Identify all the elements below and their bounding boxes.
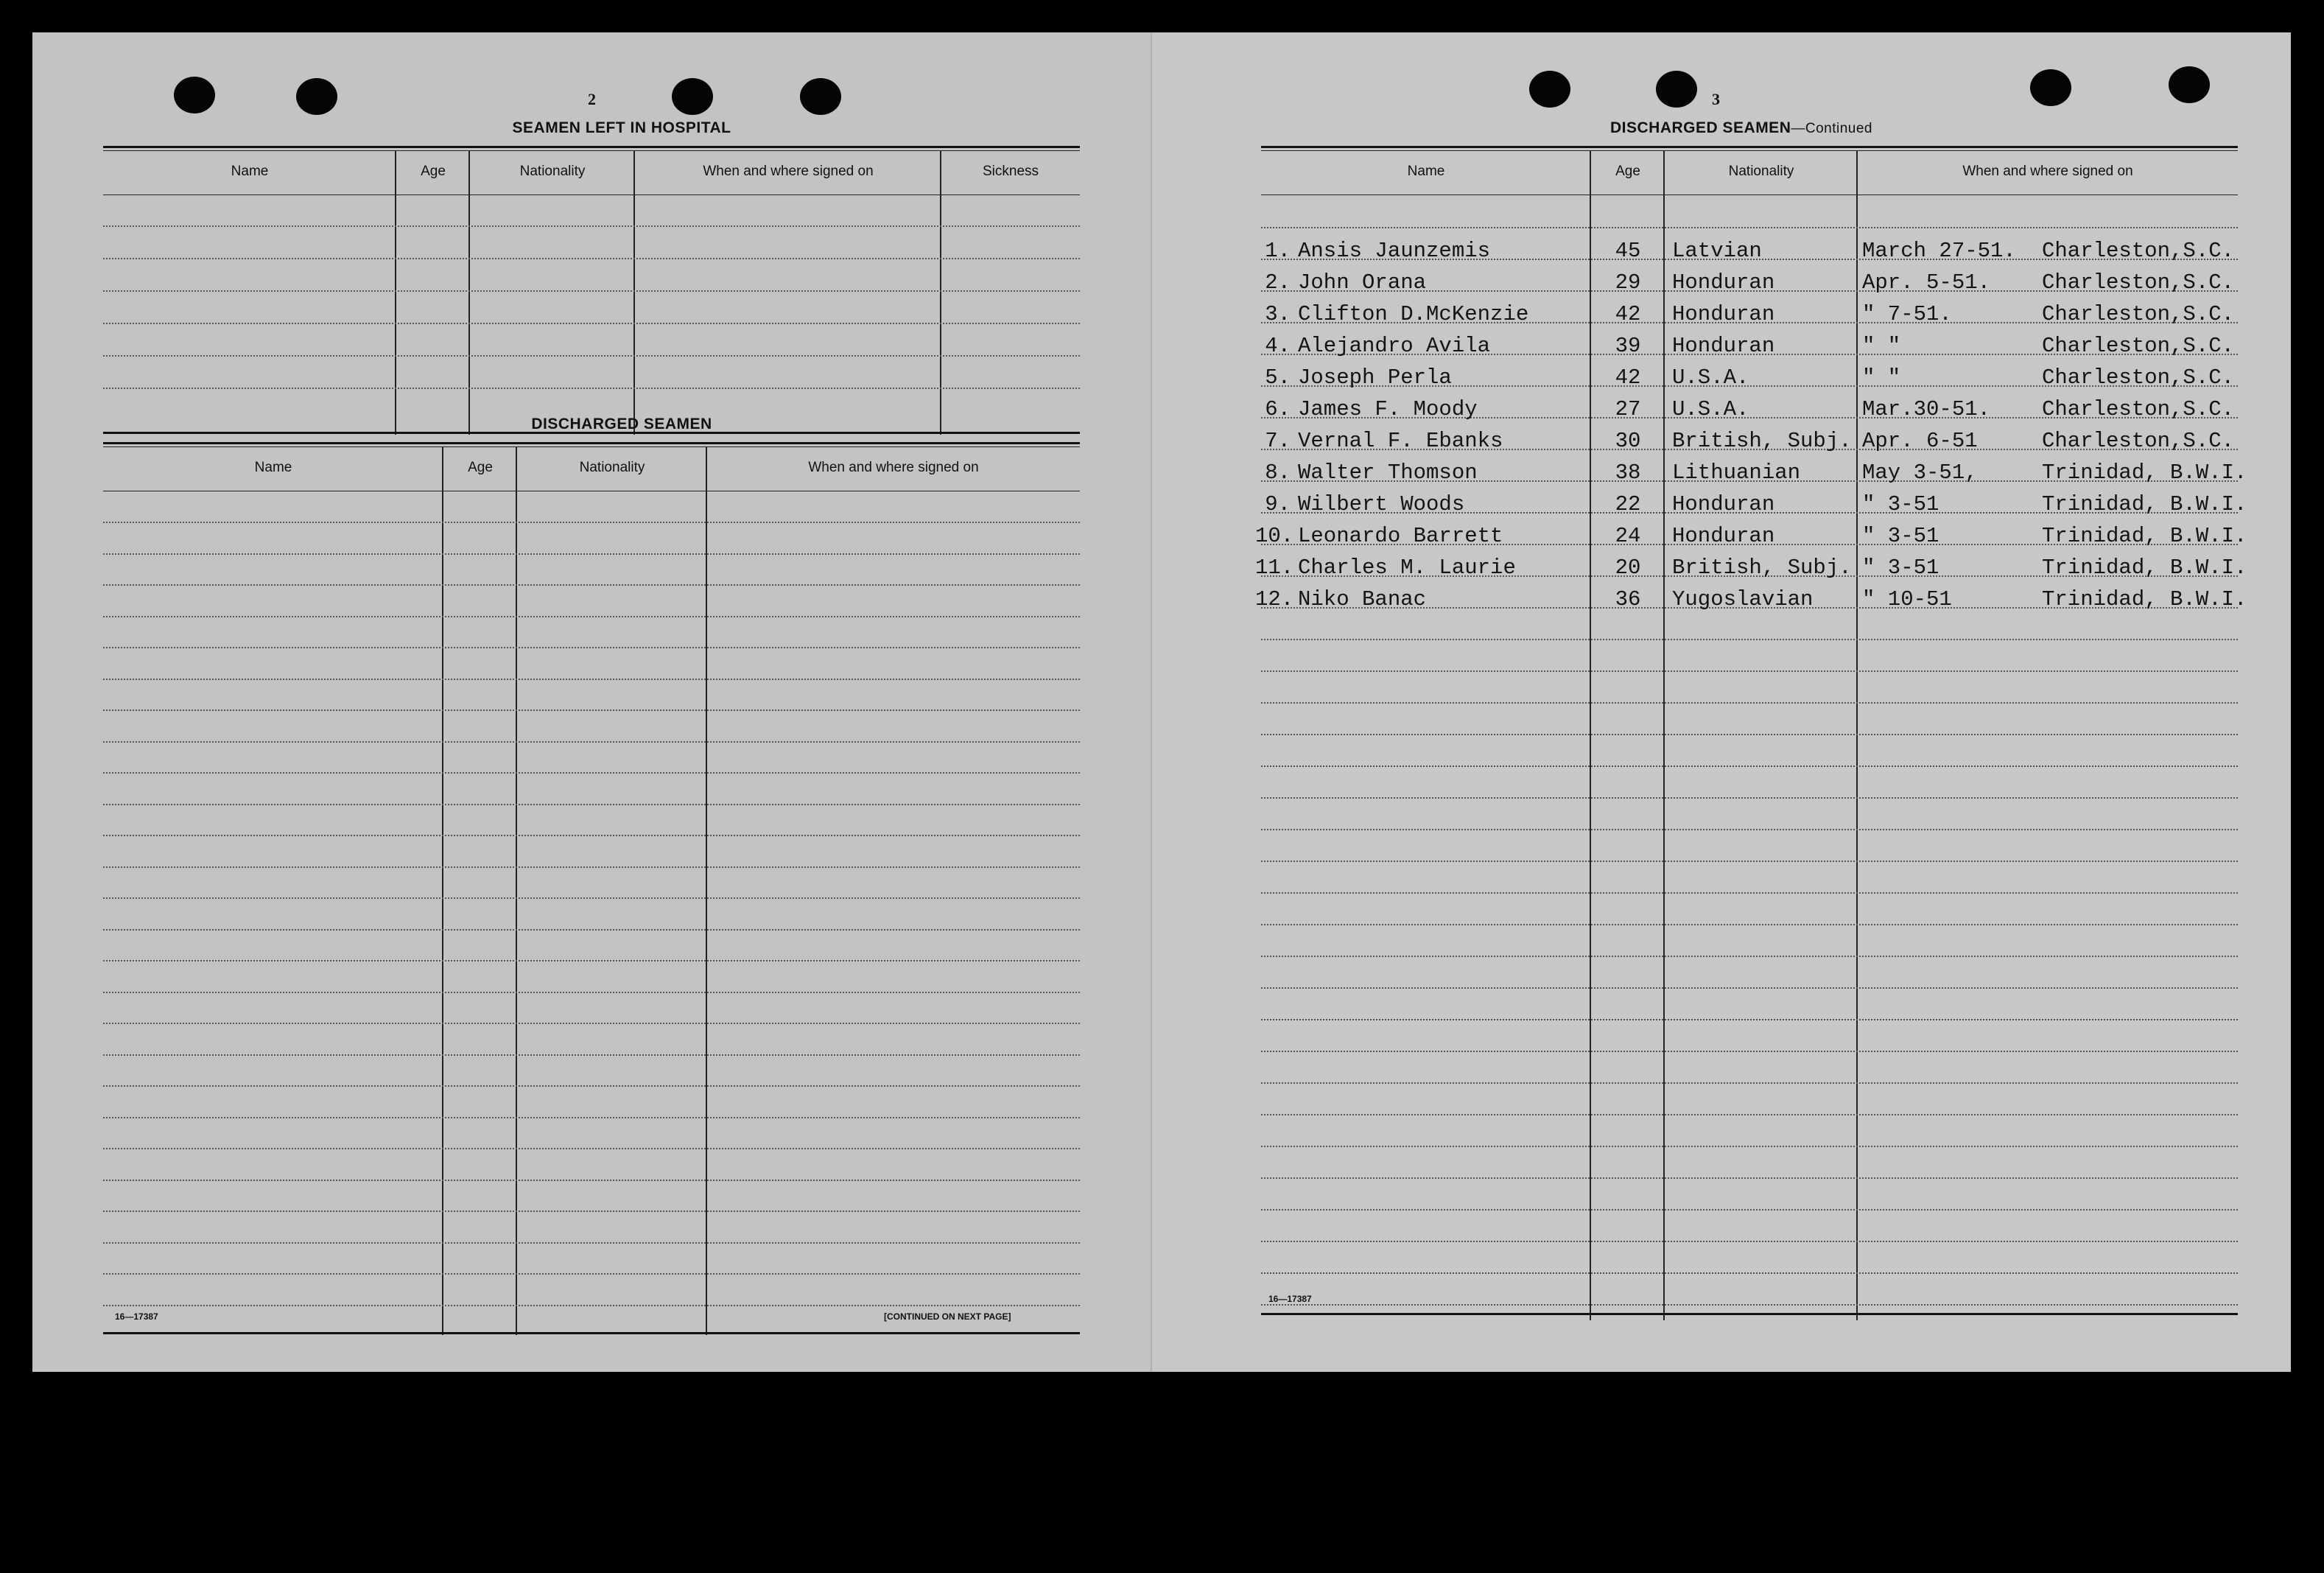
punch-hole [2030, 69, 2071, 106]
seaman-name: Walter Thomson [1298, 460, 1478, 485]
seaman-age: 42 [1615, 365, 1641, 390]
punch-hole [174, 77, 215, 113]
dotted-row-line [103, 616, 1080, 617]
signed-on-date: " 7-51. [1862, 302, 1952, 326]
dotted-row-line [1261, 797, 2238, 799]
discharged-continued-table [1255, 146, 2247, 1322]
column-header-nationality: Nationality [1728, 164, 1794, 179]
row-number: 10. [1255, 524, 1294, 548]
seaman-name: Ansis Jaunzemis [1298, 239, 1491, 263]
column-header-age: Age [1615, 164, 1640, 179]
signed-on-place: Charleston,S.C. [2042, 270, 2235, 295]
continued-note: [CONTINUED ON NEXT PAGE] [884, 1311, 1011, 1322]
dotted-row-line [103, 835, 1080, 836]
seaman-name: Niko Banac [1298, 587, 1427, 612]
seaman-age: 36 [1615, 587, 1641, 612]
punch-hole [2169, 66, 2210, 103]
dotted-row-line [1261, 956, 2238, 957]
dotted-row-line [1261, 1177, 2238, 1179]
seaman-nationality: Honduran [1672, 270, 1775, 295]
dotted-row-line [103, 1085, 1080, 1087]
seaman-name: John Orana [1298, 270, 1427, 295]
dotted-row-line [103, 929, 1080, 931]
seaman-name: Clifton D.McKenzie [1298, 302, 1529, 326]
signed-on-date: " " [1862, 334, 1901, 358]
signed-on-date: Apr. 5-51. [1862, 270, 1991, 295]
dotted-row-line [103, 679, 1080, 680]
seaman-nationality: Lithuanian [1672, 460, 1801, 485]
form-number: 16—17387 [1268, 1294, 1312, 1304]
signed-on-place: Trinidad, B.W.I. [2042, 460, 2247, 485]
discharged-continued-title [1447, 119, 2036, 137]
signed-on-date: " " [1862, 365, 1901, 390]
signed-on-place: Charleston,S.C. [2042, 302, 2235, 326]
column-header-name: Name [254, 460, 292, 475]
dotted-row-line [1261, 1241, 2238, 1242]
signed-on-date: Apr. 6-51 [1862, 429, 1978, 453]
dotted-row-line [103, 866, 1080, 868]
seaman-age: 22 [1615, 492, 1641, 516]
signed-on-place: Charleston,S.C. [2042, 334, 2235, 358]
dotted-row-line [103, 804, 1080, 805]
page-number: 3 [1712, 90, 1720, 108]
signed-on-date: " 3-51 [1862, 524, 1939, 548]
signed-on-place: Charleston,S.C. [2042, 429, 2235, 453]
column-header-sickness: Sickness [982, 164, 1039, 179]
dotted-row-line [103, 741, 1080, 743]
discharged-section-title: DISCHARGED SEAMEN [531, 416, 712, 432]
seaman-nationality: Honduran [1672, 524, 1775, 548]
column-header-name: Name [1407, 164, 1445, 179]
dotted-row-line [1261, 639, 2238, 640]
seaman-age: 39 [1615, 334, 1641, 358]
dotted-row-line [1261, 702, 2238, 704]
dotted-row-line [103, 710, 1080, 711]
punch-hole [1529, 71, 1570, 108]
seaman-name: James F. Moody [1298, 397, 1478, 421]
signed-on-place: Trinidad, B.W.I. [2042, 524, 2247, 548]
dotted-row-line [1261, 1082, 2238, 1084]
seaman-name: Alejandro Avila [1298, 334, 1491, 358]
row-number: 7. [1265, 429, 1291, 453]
signed-on-date: March 27-51. [1862, 239, 2016, 263]
dotted-row-line [1261, 1272, 2238, 1274]
seaman-age: 20 [1615, 556, 1641, 580]
row-number: 12. [1255, 587, 1294, 612]
dotted-row-line [1261, 829, 2238, 830]
column-header-nationality: Nationality [519, 164, 586, 179]
discharged-table [103, 442, 1080, 1335]
dotted-row-line [1261, 1051, 2238, 1052]
column-header-age: Age [421, 164, 446, 179]
column-header-signed-on: When and where signed on [703, 164, 874, 179]
dotted-row-line [1261, 892, 2238, 894]
dotted-row-line [1261, 734, 2238, 735]
seaman-nationality: U.S.A. [1672, 365, 1749, 390]
column-header-age: Age [468, 460, 493, 475]
row-number: 3. [1265, 302, 1291, 326]
page-number: 2 [588, 90, 596, 108]
dotted-row-line [103, 584, 1080, 586]
dotted-row-line [103, 1273, 1080, 1275]
dotted-row-line [103, 992, 1080, 993]
seaman-age: 27 [1615, 397, 1641, 421]
hospital-table [103, 146, 1080, 435]
signed-on-date: May 3-51, [1862, 460, 1978, 485]
dotted-row-line [103, 1117, 1080, 1118]
dotted-row-line [1261, 1114, 2238, 1115]
seaman-name: Joseph Perla [1298, 365, 1452, 390]
dotted-row-line [103, 1148, 1080, 1149]
dotted-row-line [103, 897, 1080, 899]
dotted-row-line [103, 772, 1080, 774]
signed-on-place: Charleston,S.C. [2042, 365, 2235, 390]
signed-on-date: " 10-51 [1862, 587, 1952, 612]
seaman-name: Vernal F. Ebanks [1298, 429, 1503, 453]
dotted-row-line [103, 1211, 1080, 1212]
seaman-nationality: U.S.A. [1672, 397, 1749, 421]
signed-on-place: Trinidad, B.W.I. [2042, 587, 2247, 612]
column-header-signed-on: When and where signed on [808, 460, 979, 475]
seaman-nationality: Honduran [1672, 302, 1775, 326]
dotted-row-line [103, 647, 1080, 648]
dotted-row-line [1261, 227, 2238, 228]
dotted-row-line [1261, 987, 2238, 989]
row-number: 4. [1265, 334, 1291, 358]
seaman-age: 38 [1615, 460, 1641, 485]
row-number: 9. [1265, 492, 1291, 516]
row-number: 1. [1265, 239, 1291, 263]
punch-hole [800, 78, 841, 115]
seaman-age: 42 [1615, 302, 1641, 326]
dotted-row-line [1261, 670, 2238, 672]
dotted-row-line [103, 1023, 1080, 1024]
dotted-row-line [103, 1180, 1080, 1181]
punch-hole [296, 78, 337, 115]
dotted-row-line [103, 553, 1080, 555]
hospital-section-title: SEAMEN LEFT IN HOSPITAL [512, 119, 731, 136]
seaman-age: 45 [1615, 239, 1641, 263]
signed-on-place: Charleston,S.C. [2042, 239, 2235, 263]
signed-on-place: Charleston,S.C. [2042, 397, 2235, 421]
column-header-nationality: Nationality [579, 460, 645, 475]
seaman-nationality: British, Subj. [1672, 429, 1852, 453]
row-number: 6. [1265, 397, 1291, 421]
dotted-row-line [103, 1054, 1080, 1056]
signed-on-place: Trinidad, B.W.I. [2042, 492, 2247, 516]
title-continued: —Continued [1791, 121, 1872, 136]
dotted-row-line [1261, 1146, 2238, 1147]
signed-on-date: " 3-51 [1862, 556, 1939, 580]
signed-on-place: Trinidad, B.W.I. [2042, 556, 2247, 580]
seaman-nationality: British, Subj. [1672, 556, 1852, 580]
dotted-row-line [1261, 766, 2238, 767]
seaman-name: Wilbert Woods [1298, 492, 1465, 516]
dotted-row-line [1261, 861, 2238, 862]
right-page [1152, 32, 2291, 1372]
seaman-nationality: Honduran [1672, 334, 1775, 358]
dotted-row-line [103, 1242, 1080, 1244]
dotted-row-line [103, 960, 1080, 961]
dotted-row-line [103, 1305, 1080, 1306]
document-sheet [32, 32, 2291, 1372]
column-header-name: Name [231, 164, 269, 179]
dotted-row-line [1261, 1019, 2238, 1020]
seaman-nationality: Yugoslavian [1672, 587, 1814, 612]
dotted-row-line [103, 522, 1080, 523]
punch-hole [1656, 71, 1697, 108]
row-number: 8. [1265, 460, 1291, 485]
form-number: 16—17387 [115, 1311, 158, 1322]
row-number: 2. [1265, 270, 1291, 295]
dotted-row-line [1261, 1304, 2238, 1306]
seaman-nationality: Latvian [1672, 239, 1762, 263]
column-header-signed-on: When and where signed on [1962, 164, 2133, 179]
left-page [32, 32, 1152, 1372]
seaman-nationality: Honduran [1672, 492, 1775, 516]
row-number: 5. [1265, 365, 1291, 390]
seaman-age: 30 [1615, 429, 1641, 453]
signed-on-date: " 3-51 [1862, 492, 1939, 516]
punch-hole [672, 78, 713, 115]
dotted-row-line [1261, 924, 2238, 925]
seaman-age: 24 [1615, 524, 1641, 548]
dotted-row-line [1261, 1209, 2238, 1211]
seaman-name: Leonardo Barrett [1298, 524, 1503, 548]
title-text: DISCHARGED SEAMEN [1610, 119, 1791, 136]
seaman-name: Charles M. Laurie [1298, 556, 1516, 580]
signed-on-date: Mar.30-51. [1862, 397, 1991, 421]
seaman-age: 29 [1615, 270, 1641, 295]
row-number: 11. [1255, 556, 1294, 580]
